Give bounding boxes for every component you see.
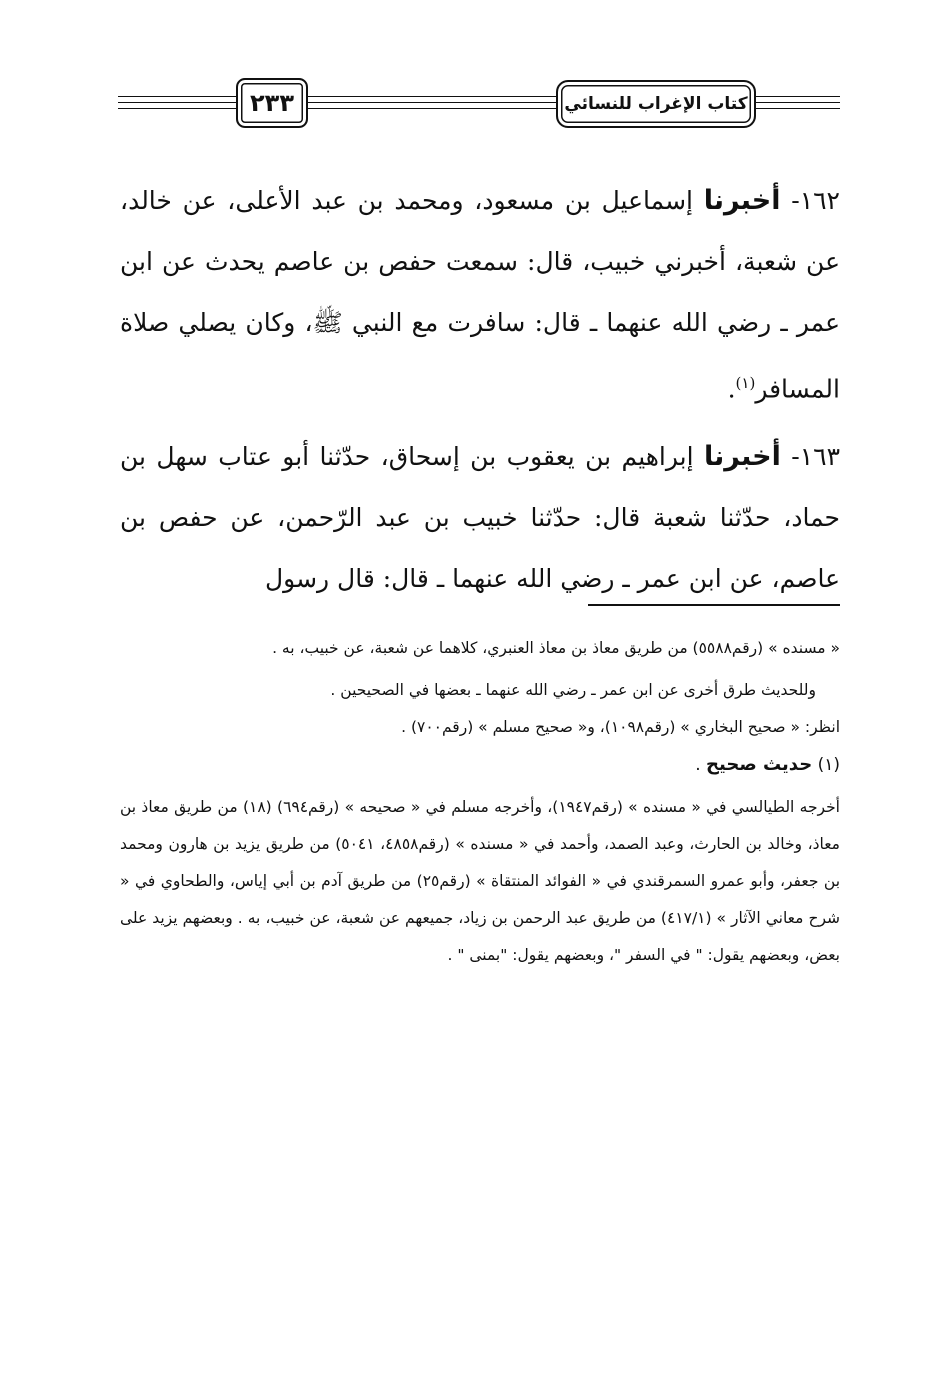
- header-rule: [302, 108, 560, 109]
- hadith-end: .: [727, 374, 736, 404]
- page-number-text: ٢٣٣: [250, 89, 294, 117]
- header-rule: [302, 102, 560, 103]
- akhbarana-word: أخبرنا: [704, 441, 781, 473]
- footnote-divider: [588, 604, 840, 606]
- footnote-continuation: « مسنده » (رقم٥٥٨٨) من طريق معاذ بن معاذ العنبري، كلاهما عن شعبة، عن خبيب، به .: [272, 639, 840, 657]
- footnotes: [120, 630, 840, 974]
- hadith-number: ١٦٢-: [791, 186, 840, 215]
- hadith-162: [120, 170, 840, 419]
- footnote-ref: (١): [735, 374, 756, 392]
- hadith-number: ١٦٣-: [791, 442, 841, 472]
- header-rule: [118, 102, 242, 103]
- main-text: [120, 170, 840, 609]
- footnote-1-marker: (١): [817, 755, 840, 775]
- footnote-other-routes: وللحديث طرق أخرى عن ابن عمر ـ رضي الله عنهما ـ بعضها في الصحيحين .: [330, 681, 816, 699]
- footnote-1-grade-end: .: [695, 755, 701, 775]
- footnote-see: انظر: « صحيح البخاري » (رقم١٠٩٨)، و« صحيح مسلم » (رقم٧٠٠) .: [401, 718, 840, 736]
- header-rule: [118, 96, 242, 97]
- header-rule: [752, 108, 840, 109]
- akhbarana-word: أخبرنا: [703, 185, 781, 216]
- book-title-text: كتاب الإغراب للنسائي: [564, 93, 748, 114]
- header-rule: [752, 96, 840, 97]
- hadith-163: [120, 426, 840, 609]
- hadith-text: إبراهيم بن يعقوب بن إسحاق، حدّثنا أبو عتاب سهل بن حماد، حدّثنا شعبة قال: حدّثنا خبيب بن عبد الرّحمن، عن حفص بن عاصم، عن ابن عمر ـ رضي الله عنهما ـ قال: قال رسول: [120, 442, 840, 594]
- footnote-1-heading: [120, 746, 840, 784]
- header-rule: [752, 102, 840, 103]
- footnote-1-grade: حديث صحيح: [706, 754, 813, 775]
- header-rule: [118, 108, 242, 109]
- page-number: [236, 78, 308, 128]
- hadith-text: إسماعيل بن مسعود، ومحمد بن عبد الأعلى، عن خالد، عن شعبة، أخبرني خبيب، قال: سمعت حفص بن عاصم يحدث عن ابن عمر ـ رضي الله عنهما ـ قال: سافرت مع النبي ﷺ، وكان يصلي صلاة المسافر: [120, 186, 840, 404]
- book-title: [556, 80, 756, 128]
- footnote-1-text: أخرجه الطيالسي في « مسنده » (رقم١٩٤٧)، وأخرجه مسلم في « صحيحه » (رقم٦٩٤) (١٨) من طريق معاذ بن معاذ، وخالد بن الحارث، وعبد الصمد، وأحمد في « مسنده » (رقم٤٨٥٨، ٥٠٤١) من طريق يزيد بن هارون ومحمد بن جعفر، وأبو عمرو السمرقندي في « الفوائد المنتقاة » (رقم٢٥) من طريق آدم بن أبي إياس، والطحاوي في « شرح معاني الآثار » (٤١٧/١) من طريق عبد الرحمن بن زياد، جميعهم عن شعبة، عن خبيب، به . وبعضهم يزيد على بعض، وبعضهم يقول: " في السفر "، وبعضهم يقول: "بمنى " .: [120, 798, 841, 964]
- header-rule: [302, 96, 560, 97]
